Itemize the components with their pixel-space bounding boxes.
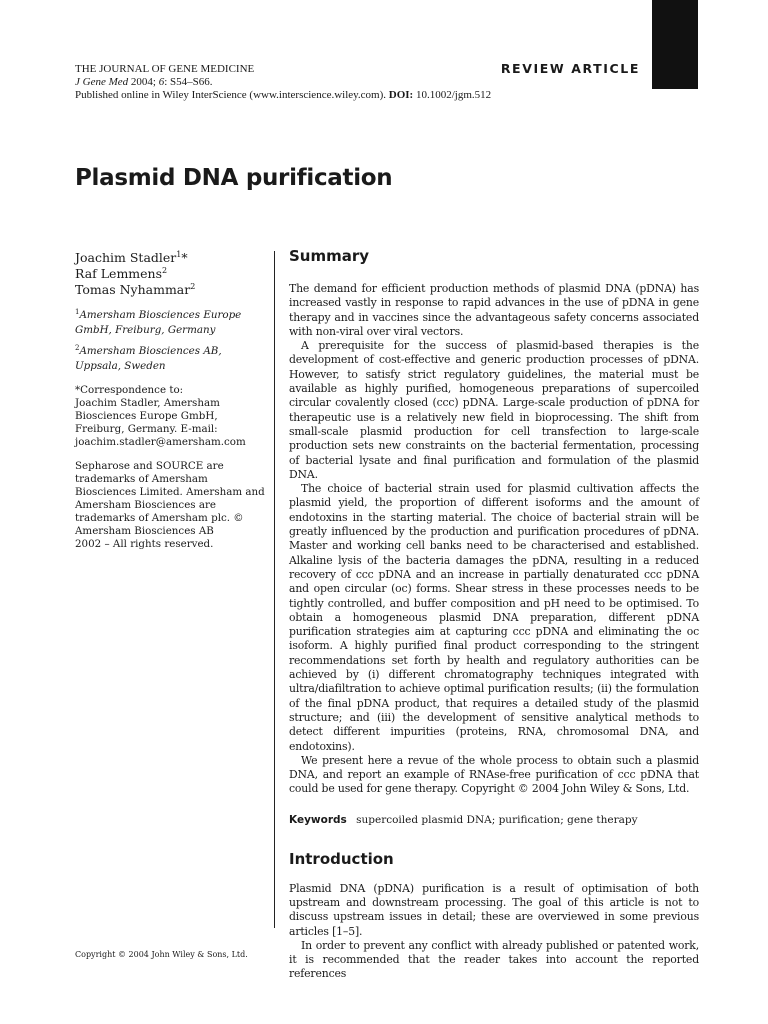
page-corner-tab bbox=[652, 0, 698, 89]
published-online: Published online in Wiley InterScience (www.interscience.wiley.com). bbox=[75, 89, 387, 101]
affiliation: $^2$Amersham Biosciences AB, Uppsala, Sweden bbox=[75, 344, 222, 372]
citation-year: 2004; bbox=[130, 76, 156, 88]
keywords bbox=[289, 814, 699, 826]
publication-line bbox=[75, 89, 575, 102]
citation-line bbox=[75, 76, 575, 89]
doi-value: 10.1002/jgm.512 bbox=[415, 89, 492, 101]
correspondence-email: joachim.stadler@amersham.com bbox=[75, 436, 246, 448]
citation-pages: : S54–S66. bbox=[164, 76, 213, 88]
author: Joachim Stadler$^1$* bbox=[75, 250, 188, 265]
main-column bbox=[289, 247, 699, 982]
author-column bbox=[75, 250, 270, 551]
summary-paragraph: We present here a revue of the whole process to obtain such a plasmid DNA, and report an example of RNAse-free purification of ccc pDNA that could be used for gene therapy. Copyright © 2004 John Wiley & Sons, Ltd. bbox=[289, 753, 699, 796]
keywords-text: supercoiled plasmid DNA; purification; gene therapy bbox=[356, 813, 638, 826]
introduction-body bbox=[289, 882, 699, 982]
citation-volume: 6 bbox=[158, 76, 165, 88]
summary-paragraph: A prerequisite for the success of plasmid-based therapies is the development of cost-effective and generic production processes of pDNA. However, to satisfy strict regulatory guidelines, the material must be available as highly purified, homogeneous preparations of supercoiled circular covalently closed (ccc) pDNA. Large-scale production of pDNA for therapeutic use is a relatively new field in bioprocessing. The shift from small-scale plasmid production for cell transfection to large-scale production sets new constraints on the bacterial fermentation, processing of bacterial lysate and final purification and formulation of the plasmid DNA. bbox=[289, 339, 699, 481]
article-title: Plasmid DNA purification bbox=[75, 165, 393, 192]
affiliations bbox=[75, 308, 270, 374]
author: Raf Lemmens$^2$ bbox=[75, 266, 168, 281]
introduction-paragraph: In order to prevent any conflict with already published or patented work, it is recommended that the reader takes into account the reported references bbox=[289, 938, 699, 981]
correspondence-note: *Correspondence to: Joachim Stadler, Amersham Biosciences Europe GmbH, Freiburg, Germany. E-mail: joachim.stadler@amersham.com bbox=[75, 384, 270, 449]
author-list bbox=[75, 250, 270, 298]
summary-body bbox=[289, 282, 699, 797]
summary-heading: Summary bbox=[289, 247, 370, 265]
author: Tomas Nyhammar$^2$ bbox=[75, 282, 196, 297]
keywords-label: Keywords bbox=[289, 813, 347, 826]
citation-journal: J Gene Med bbox=[75, 76, 129, 88]
column-divider bbox=[274, 251, 275, 928]
journal-name: THE JOURNAL OF GENE MEDICINE bbox=[75, 63, 255, 75]
summary-paragraph: The demand for efficient production methods of plasmid DNA (pDNA) has increased vastly in response to rapid advances in the use of pDNA in gene therapy and in vaccines since the advantageous safety concerns associated with non-viral over viral vectors. bbox=[289, 282, 699, 338]
footer-copyright: Copyright © 2004 John Wiley & Sons, Ltd. bbox=[75, 950, 248, 959]
summary-paragraph: The choice of bacterial strain used for plasmid cultivation affects the plasmid yield, the proportion of different isoforms and the amount of endotoxins in the starting material. The choice of bacterial strain will be greatly influenced by the production and purification procedures of pDNA. Master and working cell banks need to be characterised and established. Alkaline lysis of the bacteria damages the pDNA, resulting in a reduced recovery of ccc pDNA and an increase in partially denaturated ccc pDNA and open circular (oc) forms. Shear stress in these processes needs to be tightly controlled, and buffer composition and pH need to be optimised. To obtain a homogeneous plasmid DNA preparation, different pDNA purification strategies aim at capturing ccc pDNA and eliminating the oc isoform. A highly purified final product corresponding to the stringent recommendations set forth by health and regulatory authorities can be achieved by (i) different chromatography techniques integrated with ultra/diafiltration to achieve optimal purification results; (ii) the formulation of the final pDNA product, that requires a detailed study of the plasmid structure; and (iii) the development of sensitive analytical methods to detect different impurities (proteins, RNA, chromosomal DNA, and endotoxins). bbox=[289, 482, 699, 753]
introduction-heading: Introduction bbox=[289, 849, 394, 868]
introduction-paragraph: Plasmid DNA (pDNA) purification is a result of optimisation of both upstream and downstream processing. The goal of this article is not to discuss upstream issues in detail; these are overviewed in some previous articles [1–5]. bbox=[289, 881, 699, 938]
trademark-notice: Sepharose and SOURCE are trademarks of Amersham Biosciences Limited. Amersham and Amersham Biosciences are trademarks of Amersham plc. © Amersham Biosciences AB 2002 – All rights reserved. bbox=[75, 460, 265, 550]
article-type-label: REVIEW ARTICLE bbox=[500, 61, 640, 76]
affiliation: $^1$Amersham Biosciences Europe GmbH, Freiburg, Germany bbox=[75, 308, 242, 336]
doi-label: DOI: bbox=[388, 89, 414, 101]
